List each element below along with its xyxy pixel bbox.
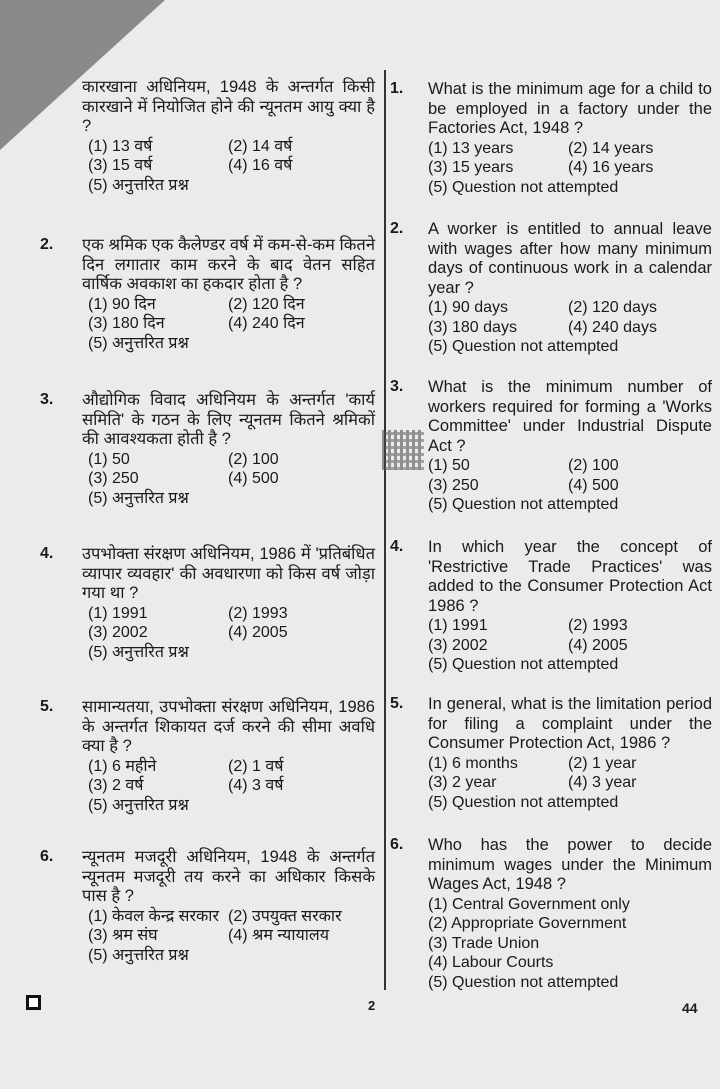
question-english-3 (390, 378, 712, 515)
option-5: (5) Question not attempted (428, 178, 619, 196)
option-5: (5) Question not attempted (428, 656, 619, 673)
option-4: (4) 2005 (228, 624, 288, 641)
option-5: (5) अनुत्तरित प्रश्न (88, 334, 189, 352)
option-1: (1) 13 years (428, 139, 514, 157)
option-4: (4) 2005 (568, 636, 628, 654)
question-text: कारखाना अधिनियम, 1948 के अन्तर्गत किसी कारखाने में नियोजित होने की न्यूनतम आयु क्या है ? (82, 78, 375, 135)
option-1: (1) 1991 (428, 617, 488, 634)
option-1: (1) 6 months (428, 754, 518, 772)
question-number: 5. (40, 698, 54, 715)
question-number: 2. (390, 220, 404, 237)
option-5: (5) Question not attempted (428, 793, 619, 811)
option-3: (3) 2002 (88, 624, 148, 641)
question-text: What is the minimum number of workers required for forming a 'Works Committee' under Industrial Dispute Act ? (428, 378, 712, 455)
option-4: (4) 500 (568, 476, 619, 494)
question-hindi-1 (40, 78, 375, 195)
question-number: 6. (390, 836, 404, 853)
option-3: (3) 15 years (428, 159, 514, 176)
option-5: (5) अनुत्तरित प्रश्न (88, 796, 189, 814)
option-5: (5) Question not attempted (428, 496, 619, 513)
question-text: एक श्रमिक एक कैलेण्डर वर्ष में कम-से-कम कितने दिन लगातार काम करने के बाद वेतन सहित वार्षिक अवकाश का हकदार होता है ? (82, 236, 375, 293)
question-text: सामान्यतया, उपभोक्ता संरक्षण अधिनियम, 1986 के अन्तर्गत शिकायत दर्ज करने की सीमा अवधि क्या है ? (82, 698, 375, 755)
option-3: (3) 180 दिन (88, 315, 165, 332)
option-2: (2) 14 वर्ष (228, 137, 293, 155)
question-number: 2. (40, 236, 54, 253)
question-text: औद्योगिक विवाद अधिनियम के अन्तर्गत 'कार्य समिति' के गठन के लिए न्यूनतम कितने श्रमिकों की आवश्यकता होती है ? (82, 391, 375, 448)
option-5: (5) Question not attempted (428, 338, 619, 355)
option-4: (4) 240 दिन (228, 315, 305, 332)
option-4: (4) 16 years (568, 159, 654, 176)
option-3: (3) Trade Union (428, 934, 540, 952)
option-4: (4) 240 days (568, 318, 657, 336)
question-hindi-5 (40, 698, 375, 815)
option-1: (1) केवल केन्द्र सरकार (88, 907, 219, 925)
option-3: (3) 250 (428, 476, 479, 494)
option-1: (1) Central Government only (428, 895, 630, 913)
page-number: 2 (368, 998, 376, 1013)
question-hindi-4 (40, 545, 375, 662)
question-number: 1. (390, 80, 404, 97)
option-2: (2) 120 days (568, 299, 657, 316)
booklet-code: 44 (682, 1000, 698, 1016)
question-number: 4. (40, 545, 54, 562)
option-1: (1) 90 days (428, 299, 509, 316)
option-5: (5) Question not attempted (428, 973, 619, 991)
option-2: (2) 100 (568, 457, 619, 474)
question-number: 3. (40, 391, 54, 408)
option-3: (3) 2 year (428, 774, 497, 791)
question-text: न्यूनतम मजदूरी अधिनियम, 1948 के अन्तर्गत न्यूनतम मजदूरी तय करने का अधिकार किसके पास है ? (82, 848, 375, 905)
option-1: (1) 1991 (88, 604, 148, 622)
option-4: (4) 500 (228, 470, 279, 487)
option-1: (1) 50 (88, 450, 130, 468)
question-text: उपभोक्ता संरक्षण अधिनियम, 1986 में 'प्रतिबंधित व्यापार व्यवहार' की अवधारणा को किस वर्ष जोड़ा गया था ? (82, 545, 375, 602)
question-text: In which year the concept of 'Restrictive Trade Practices' was added to the Consumer Protection Act 1986 ? (428, 538, 712, 615)
question-text: In general, what is the limitation period for filing a complaint under the Consumer Protection Act, 1986 ? (428, 695, 712, 752)
option-3: (3) 180 days (428, 318, 517, 336)
question-english-6 (390, 836, 712, 992)
question-text: What is the minimum age for a child to be employed in a factory under the Factories Act, 1948 ? (428, 80, 712, 137)
option-4: (4) Labour Courts (428, 954, 554, 971)
footer-square-icon (26, 995, 41, 1010)
option-4: (4) 3 वर्ष (228, 777, 284, 794)
question-hindi-6 (40, 848, 375, 965)
option-5: (5) अनुत्तरित प्रश्न (88, 176, 189, 194)
column-divider (384, 70, 386, 990)
option-1: (1) 13 वर्ष (88, 137, 153, 155)
question-hindi-2 (40, 236, 375, 353)
option-2: (2) 1993 (228, 604, 288, 622)
option-1: (1) 50 (428, 457, 470, 474)
option-1: (1) 6 महीने (88, 757, 157, 775)
option-2: (2) 1993 (568, 617, 628, 634)
question-number: 3. (390, 378, 404, 395)
question-number: 4. (390, 538, 404, 555)
option-2: (2) 1 year (568, 754, 637, 772)
option-4: (4) 3 year (568, 774, 637, 791)
option-2: (2) 120 दिन (228, 295, 305, 313)
question-number: 6. (40, 848, 54, 865)
question-english-1 (390, 80, 712, 197)
option-4: (4) श्रम न्यायालय (228, 927, 330, 944)
option-5: (5) अनुत्तरित प्रश्न (88, 489, 189, 507)
question-number: 5. (390, 695, 404, 712)
question-hindi-3 (40, 391, 375, 508)
option-3: (3) 250 (88, 470, 139, 487)
question-text: A worker is entitled to annual leave with wages after how many minimum days of continuous work in a calendar year ? (428, 220, 712, 297)
option-2: (2) 1 वर्ष (228, 757, 284, 775)
option-5: (5) अनुत्तरित प्रश्न (88, 946, 189, 964)
option-3: (3) 2002 (428, 636, 488, 654)
question-text: Who has the power to decide minimum wages under the Minimum Wages Act, 1948 ? (428, 836, 712, 893)
option-2: (2) 100 (228, 450, 279, 468)
option-2: (2) उपयुक्त सरकार (228, 907, 342, 925)
question-english-4 (390, 538, 712, 675)
question-english-2 (390, 220, 712, 357)
option-2: (2) 14 years (568, 139, 654, 157)
option-3: (3) 2 वर्ष (88, 777, 144, 794)
option-5: (5) अनुत्तरित प्रश्न (88, 643, 189, 661)
option-2: (2) Appropriate Government (428, 915, 627, 932)
option-3: (3) 15 वर्ष (88, 157, 153, 174)
question-english-5 (390, 695, 712, 812)
option-1: (1) 90 दिन (88, 295, 156, 313)
option-4: (4) 16 वर्ष (228, 157, 293, 174)
option-3: (3) श्रम संघ (88, 927, 158, 944)
